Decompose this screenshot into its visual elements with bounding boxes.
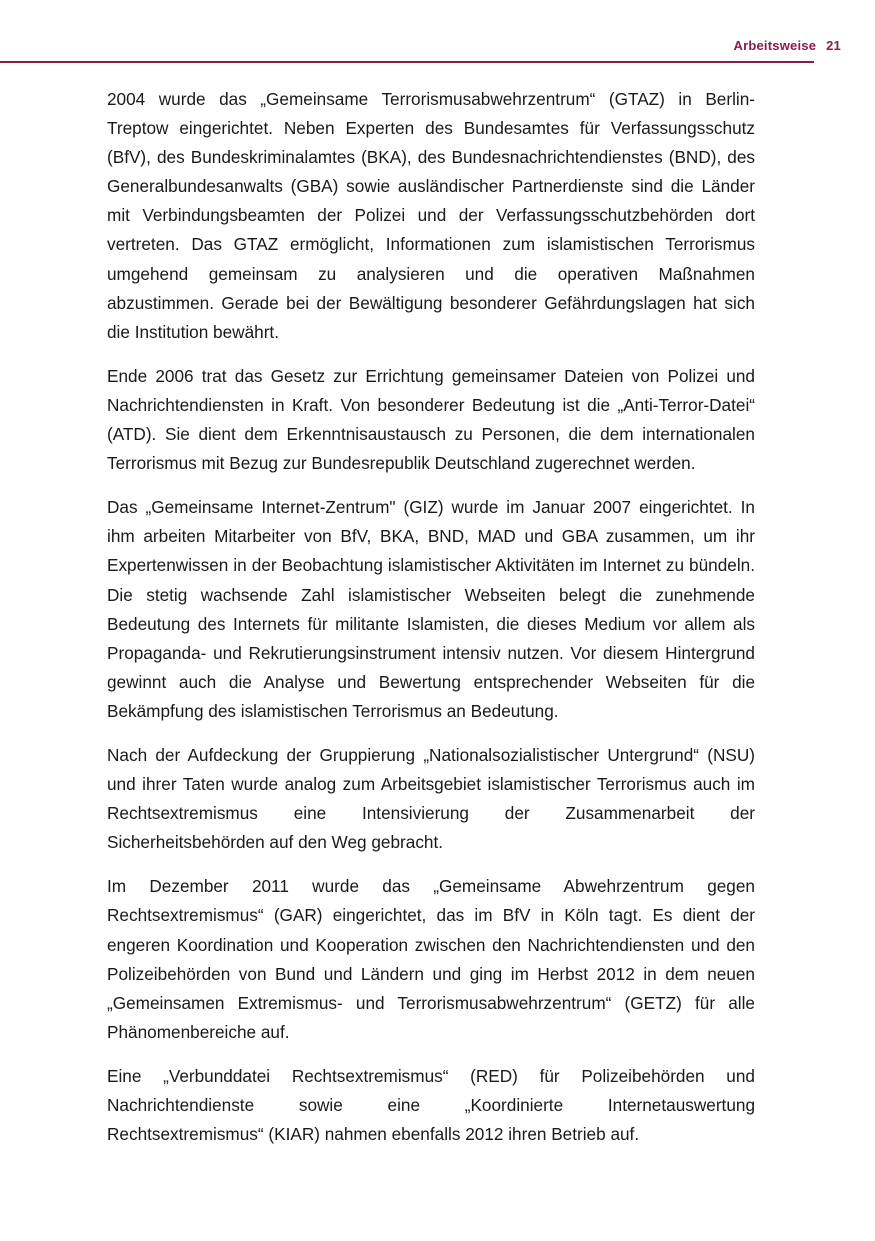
- paragraph-red-kiar: Eine „Verbunddatei Rechtsextremismus“ (RED) für Polizeibehörden und Nachrichtendienste sowie eine „Koordinierte Internetauswertung Rechtsextremismus“ (KIAR) nahmen ebenfalls 2012 ihren Betrieb auf.: [107, 1065, 755, 1145]
- running-header: [734, 38, 841, 53]
- paragraph-gar: Im Dezember 2011 wurde das „Gemeinsame Abwehrzentrum gegen Rechtsextremismus“ (GAR) eingerichtet, das im BfV in Köln tagt. Es dient der engeren Koordination und Kooperation zwischen den Nachrichtendiensten und den Polizeibehörden von Bund und Ländern und ging im Herbst 2012 in dem neuen „Gemeinsamen Extremismus- und Terrorismusabwehrzentrum“ (GETZ) für alle Phänomenbereiche auf.: [107, 876, 755, 1042]
- paragraph-atd: Ende 2006 trat das Gesetz zur Errichtung gemeinsamer Dateien von Polizei und Nachrichtendiensten in Kraft. Von besonderer Bedeutung ist die „Anti-Terror-Datei“ (ATD). Sie dient dem Erkenntnisaustausch zu Personen, die dem internationalen Terrorismus mit Bezug zur Bundesrepublik Deutschland zugerechnet werden.: [107, 365, 755, 474]
- page-number: 21: [826, 38, 841, 53]
- paragraph-gtaz: 2004 wurde das „Gemeinsame Terrorismusabwehrzentrum“ (GTAZ) in Berlin-Treptow eingerichtet. Neben Experten des Bundesamtes für Verfassungsschutz (BfV), des Bundeskriminalamtes (BKA), des Bundesnachrichtendienstes (BND), des Generalbundesanwalts (GBA) sowie ausländischer Partnerdienste sind die Länder mit Verbindungsbeamten der Polizei und der Verfassungsschutzbehörden dort vertreten. Das GTAZ ermöglicht, Informationen zum islamistischen Terrorismus umgehend gemeinsam zu analysieren und die operativen Maßnahmen abzustimmen. Gerade bei der Bewältigung besonderer Gefährdungslagen hat sich die Institution bewährt.: [107, 89, 755, 342]
- paragraph-nsu: Nach der Aufdeckung der Gruppierung „Nationalsozialistischer Untergrund“ (NSU) und ihrer Taten wurde analog zum Arbeitsgebiet islamistischer Terrorismus auch im Rechtsextremismus eine Intensivierung der Zusammenarbeit der Sicherheitsbehörden auf den Weg gebracht.: [107, 744, 755, 853]
- body-text: [107, 85, 755, 1164]
- paragraph-giz: Das „Gemeinsame Internet-Zentrum" (GIZ) wurde im Januar 2007 eingerichtet. In ihm arbeiten Mitarbeiter von BfV, BKA, BND, MAD und GBA zusammen, um ihr Expertenwissen in der Beobachtung islamistischer Aktivitäten im Internet zu bündeln. Die stetig wachsende Zahl islamistischer Webseiten belegt die zunehmende Bedeutung des Internets für militante Islamisten, die dieses Medium vor allem als Propaganda- und Rekrutierungsinstrument intensiv nutzen. Vor diesem Hintergrund gewinnt auch die Analyse und Bewertung entsprechender Webseiten für die Bekämpfung des islamistischen Terrorismus an Bedeutung.: [107, 497, 755, 721]
- header-rule: [0, 61, 814, 63]
- section-title: Arbeitsweise: [733, 38, 817, 53]
